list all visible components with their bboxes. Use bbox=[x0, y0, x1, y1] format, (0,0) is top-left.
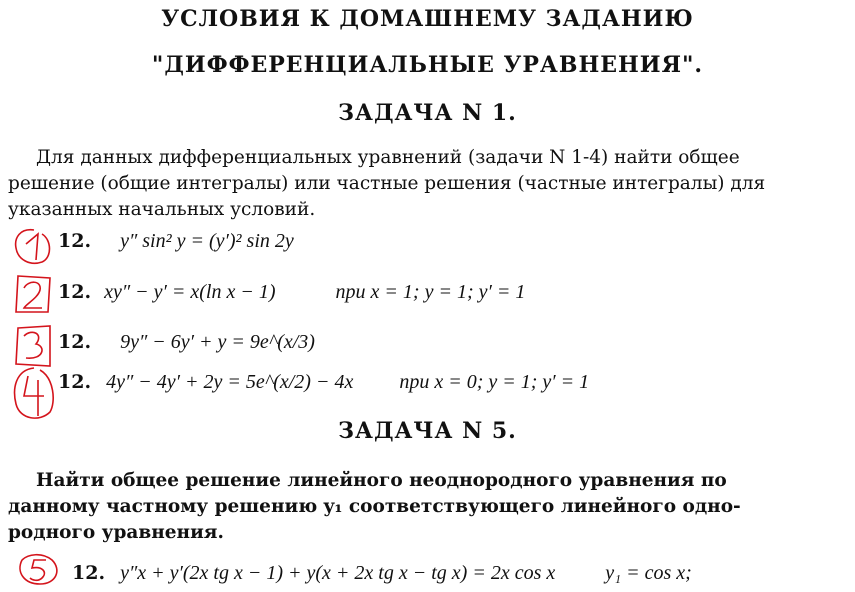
problem-5 bbox=[72, 562, 692, 585]
problem-3 bbox=[58, 331, 315, 354]
problem-equation: y″ sin² y = (y′)² sin 2y bbox=[120, 230, 294, 252]
problem-condition: y₁ = cos x; bbox=[605, 562, 692, 584]
problem-number: 12. bbox=[58, 331, 92, 353]
problem-1 bbox=[58, 230, 294, 253]
task1-intro bbox=[8, 145, 838, 223]
problem-2 bbox=[58, 281, 525, 304]
problem-number: 12. bbox=[58, 371, 92, 393]
task1-intro-line-1: Для данных дифференциальных уравнений (задачи N 1-4) найти общее bbox=[36, 147, 740, 168]
problem-equation: 9y″ − 6y′ + y = 9e^(x/3) bbox=[120, 331, 315, 353]
handwritten-mark-3 bbox=[10, 322, 56, 370]
handwritten-mark-2 bbox=[10, 272, 56, 318]
handwritten-mark-4 bbox=[10, 366, 58, 424]
task5-intro bbox=[8, 468, 838, 546]
task5-intro-line-1: Найти общее решение линейного неоднородного уравнения по bbox=[36, 470, 727, 491]
problem-equation: y″x + y′(2x tg x − 1) + y(x + 2x tg x − tg x) = 2x cos x bbox=[120, 562, 556, 584]
problem-4 bbox=[58, 371, 589, 394]
heading-line-1: УСЛОВИЯ К ДОМАШНЕМУ ЗАДАНИЮ bbox=[161, 6, 694, 32]
problem-condition: при x = 0; y = 1; y′ = 1 bbox=[399, 371, 590, 393]
task1-intro-line-2: решение (общие интегралы) или частные решения (частные интегралы) для bbox=[8, 173, 766, 194]
task1-title: ЗАДАЧА N 1. bbox=[338, 100, 517, 126]
problem-number: 12. bbox=[58, 230, 92, 252]
problem-number: 12. bbox=[72, 562, 106, 584]
task1-intro-line-3: указанных начальных условий. bbox=[8, 199, 316, 220]
problem-condition: при x = 1; y = 1; y′ = 1 bbox=[335, 281, 526, 303]
problem-equation: 4y″ − 4y′ + 2y = 5e^(x/2) − 4x bbox=[106, 371, 354, 393]
handwritten-mark-1 bbox=[12, 226, 56, 268]
problem-equation: xy″ − y′ = x(ln x − 1) bbox=[104, 281, 276, 303]
problem-number: 12. bbox=[58, 281, 92, 303]
task5-intro-line-2: данному частному решению y₁ соответствующего линейного одно- bbox=[8, 496, 741, 517]
heading-line-2: "ДИФФЕРЕНЦИАЛЬНЫЕ УРАВНЕНИЯ". bbox=[151, 52, 704, 78]
handwritten-mark-5 bbox=[14, 552, 64, 588]
task5-intro-line-3: родного уравнения. bbox=[8, 522, 224, 543]
task5-title: ЗАДАЧА N 5. bbox=[338, 418, 517, 444]
